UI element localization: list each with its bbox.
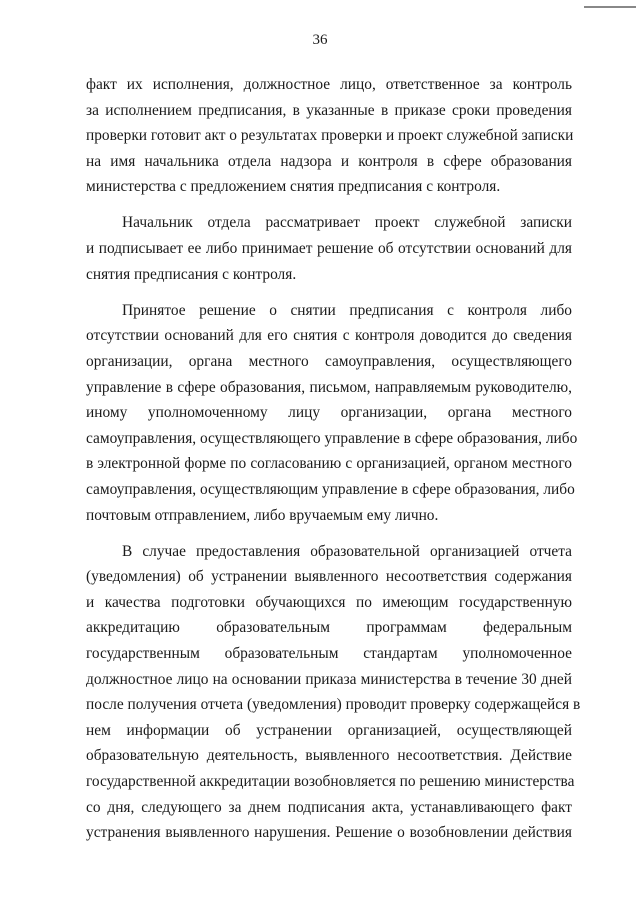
text-line: со дня, следующего за днем подписания акта, устанавливающего факт <box>86 798 572 816</box>
text-line: и качества подготовки обучающихся по имеющим государственную <box>86 593 572 611</box>
text-line: и подписывает ее либо принимает решение об отсутствии оснований для <box>86 240 572 258</box>
text-line: самоуправления, осуществляющим управление в сфере образования, либо <box>86 480 575 498</box>
text-line: Принятое решение о снятии предписания с контроля либо <box>122 301 572 319</box>
paragraph-1 <box>86 72 572 200</box>
paragraph-4 <box>86 539 581 846</box>
text-line: факт их исполнения, должностное лицо, ответственное за контроль <box>86 76 572 93</box>
text-line: на имя начальника отдела надзора и контроля в сфере образования <box>86 152 572 170</box>
paragraph-3 <box>86 298 578 528</box>
text-line: почтовым отправлением, либо вручаемым ему лично. <box>86 506 439 524</box>
text-line: снятия предписания с контроля. <box>86 265 297 283</box>
text-line: за исполнением предписания, в указанные в приказе сроки проведения <box>86 101 572 119</box>
text-line: государственной аккредитации возобновляется по решению министерства <box>86 772 575 790</box>
text-line: отсутствии оснований для его снятия с контроля доводится до сведения <box>86 327 572 345</box>
page-number: 36 <box>312 32 328 48</box>
text-line: устранения выявленного нарушения. Решение о возобновлении действия <box>86 824 572 842</box>
text-line: В случае предоставления образовательной организацией отчета <box>122 542 572 560</box>
text-line: министерства с предложением снятия предписания с контроля. <box>86 178 501 196</box>
text-line: (уведомления) об устранении выявленного несоответствия содержания <box>86 568 572 586</box>
text-line: иному уполномоченному лицу организации, органа местного <box>86 404 572 422</box>
text-line: государственным образовательным стандартам уполномоченное <box>86 644 572 662</box>
text-line: должностное лицо на основании приказа министерства в течение 30 дней <box>86 670 572 688</box>
text-line: самоуправления, осуществляющего управление в сфере образования, либо <box>86 429 578 447</box>
document-body <box>86 72 581 846</box>
text-line: в электронной форме по согласованию с организацией, органом местного <box>86 455 572 473</box>
text-line: нем информации об устранении организацией, осуществляющей <box>86 721 572 739</box>
text-line: Начальник отдела рассматривает проект служебной записки <box>122 214 572 232</box>
scan-corner-mark <box>584 6 636 8</box>
text-line: проверки готовит акт о результатах проверки и проект служебной записки <box>86 127 574 145</box>
paragraph-2 <box>86 210 572 287</box>
text-line: организации, органа местного самоуправления, осуществляющего <box>86 352 572 370</box>
text-line: аккредитацию образовательным программам федеральным <box>86 619 572 637</box>
text-line: после получения отчета (уведомления) проводит проверку содержащейся в <box>86 696 581 714</box>
text-line: управление в сфере образования, письмом, направляемым руководителю, <box>86 378 572 396</box>
text-line: образовательную деятельность, выявленного несоответствия. Действие <box>86 747 572 765</box>
